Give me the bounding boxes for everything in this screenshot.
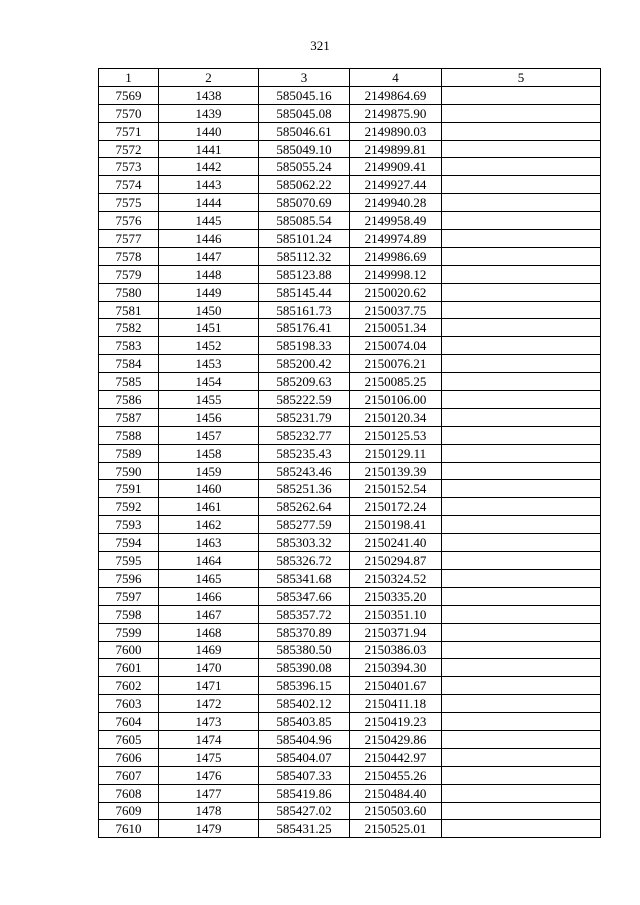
table-row xyxy=(99,265,601,283)
table-cell-col-3: 585123.88 xyxy=(259,265,350,283)
table-cell-col-4: 2150129.11 xyxy=(350,444,442,462)
column-header-3: 3 xyxy=(259,69,350,87)
table-cell-col-3: 585085.54 xyxy=(259,212,350,230)
table-cell-col-4: 2150386.03 xyxy=(350,641,442,659)
table-cell-col-4: 2150351.10 xyxy=(350,605,442,623)
table-cell-col-5 xyxy=(442,391,601,409)
table-cell-col-4: 2150455.26 xyxy=(350,766,442,784)
table-cell-col-2: 1466 xyxy=(159,587,259,605)
table-cell-col-5 xyxy=(442,104,601,122)
table-row xyxy=(99,444,601,462)
table-cell-col-1: 7577 xyxy=(99,230,159,248)
table-cell-col-5 xyxy=(442,713,601,731)
table-cell-col-5 xyxy=(442,623,601,641)
table-cell-col-2: 1463 xyxy=(159,534,259,552)
table-cell-col-2: 1445 xyxy=(159,212,259,230)
table-cell-col-2: 1451 xyxy=(159,319,259,337)
table-cell-col-1: 7586 xyxy=(99,391,159,409)
table-cell-col-4: 2149998.12 xyxy=(350,265,442,283)
table-cell-col-5 xyxy=(442,516,601,534)
table-cell-col-3: 585200.42 xyxy=(259,355,350,373)
table-cell-col-1: 7606 xyxy=(99,748,159,766)
table-cell-col-1: 7607 xyxy=(99,766,159,784)
table-cell-col-3: 585045.16 xyxy=(259,86,350,104)
table-cell-col-1: 7583 xyxy=(99,337,159,355)
table-cell-col-4: 2150172.24 xyxy=(350,498,442,516)
table-cell-col-5 xyxy=(442,641,601,659)
table-row xyxy=(99,784,601,802)
table-cell-col-4: 2150074.04 xyxy=(350,337,442,355)
table-cell-col-1: 7570 xyxy=(99,104,159,122)
table-cell-col-1: 7605 xyxy=(99,730,159,748)
table-cell-col-1: 7588 xyxy=(99,426,159,444)
table-cell-col-4: 2150037.75 xyxy=(350,301,442,319)
table-header-row xyxy=(99,69,601,87)
table-cell-col-2: 1458 xyxy=(159,444,259,462)
column-header-2: 2 xyxy=(159,69,259,87)
table-cell-col-3: 585370.89 xyxy=(259,623,350,641)
table-cell-col-3: 585431.25 xyxy=(259,820,350,838)
table-cell-col-3: 585404.96 xyxy=(259,730,350,748)
table-cell-col-2: 1446 xyxy=(159,230,259,248)
table-cell-col-1: 7598 xyxy=(99,605,159,623)
table-cell-col-3: 585404.07 xyxy=(259,748,350,766)
table-cell-col-3: 585231.79 xyxy=(259,408,350,426)
table-cell-col-1: 7582 xyxy=(99,319,159,337)
table-row xyxy=(99,587,601,605)
table-cell-col-5 xyxy=(442,569,601,587)
table-row xyxy=(99,391,601,409)
table-cell-col-4: 2149890.03 xyxy=(350,122,442,140)
table-cell-col-1: 7591 xyxy=(99,480,159,498)
table-cell-col-3: 585277.59 xyxy=(259,516,350,534)
table-cell-col-2: 1479 xyxy=(159,820,259,838)
table-cell-col-1: 7590 xyxy=(99,462,159,480)
table-cell-col-1: 7573 xyxy=(99,158,159,176)
table-cell-col-3: 585419.86 xyxy=(259,784,350,802)
table-cell-col-2: 1450 xyxy=(159,301,259,319)
table-cell-col-4: 2150120.34 xyxy=(350,408,442,426)
table-cell-col-1: 7600 xyxy=(99,641,159,659)
table-cell-col-5 xyxy=(442,247,601,265)
table-row xyxy=(99,247,601,265)
table-cell-col-2: 1457 xyxy=(159,426,259,444)
table-cell-col-4: 2150484.40 xyxy=(350,784,442,802)
table-cell-col-2: 1478 xyxy=(159,802,259,820)
table-row xyxy=(99,820,601,838)
coordinates-table xyxy=(98,68,601,838)
table-cell-col-4: 2150324.52 xyxy=(350,569,442,587)
table-cell-col-4: 2150335.20 xyxy=(350,587,442,605)
table-cell-col-1: 7575 xyxy=(99,194,159,212)
table-cell-col-3: 585243.46 xyxy=(259,462,350,480)
table-cell-col-1: 7596 xyxy=(99,569,159,587)
table-cell-col-5 xyxy=(442,552,601,570)
table-cell-col-3: 585176.41 xyxy=(259,319,350,337)
table-cell-col-4: 2149940.28 xyxy=(350,194,442,212)
table-cell-col-5 xyxy=(442,337,601,355)
table-row xyxy=(99,86,601,104)
table-cell-col-3: 585396.15 xyxy=(259,677,350,695)
table-cell-col-2: 1474 xyxy=(159,730,259,748)
table-cell-col-2: 1440 xyxy=(159,122,259,140)
table-cell-col-5 xyxy=(442,784,601,802)
table-cell-col-2: 1453 xyxy=(159,355,259,373)
table-cell-col-3: 585403.85 xyxy=(259,713,350,731)
table-cell-col-5 xyxy=(442,534,601,552)
table-cell-col-5 xyxy=(442,677,601,695)
table-cell-col-2: 1448 xyxy=(159,265,259,283)
table-row xyxy=(99,641,601,659)
table-cell-col-5 xyxy=(442,265,601,283)
table-cell-col-5 xyxy=(442,730,601,748)
table-cell-col-3: 585251.36 xyxy=(259,480,350,498)
table-row xyxy=(99,695,601,713)
table-cell-col-5 xyxy=(442,462,601,480)
table-cell-col-2: 1475 xyxy=(159,748,259,766)
table-cell-col-5 xyxy=(442,820,601,838)
table-row xyxy=(99,498,601,516)
table-cell-col-4: 2150152.54 xyxy=(350,480,442,498)
table-cell-col-3: 585198.33 xyxy=(259,337,350,355)
table-cell-col-3: 585402.12 xyxy=(259,695,350,713)
table-cell-col-3: 585049.10 xyxy=(259,140,350,158)
table-cell-col-4: 2150294.87 xyxy=(350,552,442,570)
table-cell-col-4: 2150525.01 xyxy=(350,820,442,838)
table-row xyxy=(99,230,601,248)
table-cell-col-3: 585347.66 xyxy=(259,587,350,605)
table-cell-col-5 xyxy=(442,659,601,677)
table-cell-col-2: 1438 xyxy=(159,86,259,104)
table-cell-col-3: 585427.02 xyxy=(259,802,350,820)
table-cell-col-2: 1469 xyxy=(159,641,259,659)
table-row xyxy=(99,534,601,552)
table-cell-col-2: 1454 xyxy=(159,373,259,391)
table-cell-col-3: 585326.72 xyxy=(259,552,350,570)
table-cell-col-4: 2149899.81 xyxy=(350,140,442,158)
table-row xyxy=(99,104,601,122)
table-cell-col-3: 585112.32 xyxy=(259,247,350,265)
table-cell-col-3: 585357.72 xyxy=(259,605,350,623)
table-cell-col-5 xyxy=(442,194,601,212)
table-cell-col-3: 585235.43 xyxy=(259,444,350,462)
table-row xyxy=(99,766,601,784)
table-row xyxy=(99,140,601,158)
table-cell-col-3: 585303.32 xyxy=(259,534,350,552)
column-header-5: 5 xyxy=(442,69,601,87)
table-cell-col-4: 2149974.89 xyxy=(350,230,442,248)
table-cell-col-2: 1473 xyxy=(159,713,259,731)
table-body xyxy=(99,86,601,837)
table-cell-col-1: 7574 xyxy=(99,176,159,194)
table-row xyxy=(99,337,601,355)
table-row xyxy=(99,516,601,534)
table-cell-col-3: 585161.73 xyxy=(259,301,350,319)
table-cell-col-1: 7601 xyxy=(99,659,159,677)
table-cell-col-1: 7581 xyxy=(99,301,159,319)
table-cell-col-2: 1477 xyxy=(159,784,259,802)
table-row xyxy=(99,426,601,444)
table-cell-col-5 xyxy=(442,373,601,391)
table-cell-col-5 xyxy=(442,802,601,820)
table-cell-col-4: 2150076.21 xyxy=(350,355,442,373)
table-cell-col-2: 1462 xyxy=(159,516,259,534)
table-cell-col-1: 7594 xyxy=(99,534,159,552)
table-cell-col-2: 1459 xyxy=(159,462,259,480)
table-cell-col-3: 585209.63 xyxy=(259,373,350,391)
table-cell-col-1: 7571 xyxy=(99,122,159,140)
table-cell-col-4: 2150401.67 xyxy=(350,677,442,695)
table-cell-col-1: 7592 xyxy=(99,498,159,516)
table-row xyxy=(99,408,601,426)
table-cell-col-2: 1449 xyxy=(159,283,259,301)
table-cell-col-1: 7608 xyxy=(99,784,159,802)
table-cell-col-3: 585046.61 xyxy=(259,122,350,140)
table-row xyxy=(99,480,601,498)
table-cell-col-4: 2150139.39 xyxy=(350,462,442,480)
table-row xyxy=(99,802,601,820)
table-row xyxy=(99,677,601,695)
table-cell-col-3: 585070.69 xyxy=(259,194,350,212)
table-cell-col-5 xyxy=(442,426,601,444)
table-row xyxy=(99,212,601,230)
table-cell-col-4: 2149958.49 xyxy=(350,212,442,230)
table-cell-col-4: 2149927.44 xyxy=(350,176,442,194)
table-row xyxy=(99,605,601,623)
table-cell-col-2: 1461 xyxy=(159,498,259,516)
table-row xyxy=(99,713,601,731)
table-cell-col-4: 2150106.00 xyxy=(350,391,442,409)
table-row xyxy=(99,552,601,570)
table-cell-col-4: 2150411.18 xyxy=(350,695,442,713)
table-cell-col-1: 7587 xyxy=(99,408,159,426)
table-cell-col-2: 1447 xyxy=(159,247,259,265)
column-header-4: 4 xyxy=(350,69,442,87)
table-cell-col-3: 585045.08 xyxy=(259,104,350,122)
table-cell-col-5 xyxy=(442,444,601,462)
table-cell-col-2: 1439 xyxy=(159,104,259,122)
table-cell-col-4: 2149909.41 xyxy=(350,158,442,176)
table-cell-col-1: 7602 xyxy=(99,677,159,695)
table-cell-col-5 xyxy=(442,695,601,713)
table-cell-col-4: 2149875.90 xyxy=(350,104,442,122)
table-cell-col-1: 7585 xyxy=(99,373,159,391)
table-row xyxy=(99,623,601,641)
table-row xyxy=(99,319,601,337)
table-cell-col-4: 2150085.25 xyxy=(350,373,442,391)
table-row xyxy=(99,569,601,587)
table-cell-col-2: 1476 xyxy=(159,766,259,784)
table-row xyxy=(99,301,601,319)
table-cell-col-3: 585341.68 xyxy=(259,569,350,587)
table-cell-col-3: 585062.22 xyxy=(259,176,350,194)
table-row xyxy=(99,355,601,373)
table-cell-col-1: 7572 xyxy=(99,140,159,158)
table-cell-col-5 xyxy=(442,355,601,373)
table-cell-col-4: 2150198.41 xyxy=(350,516,442,534)
table-cell-col-4: 2150419.23 xyxy=(350,713,442,731)
table-cell-col-2: 1456 xyxy=(159,408,259,426)
table-cell-col-4: 2150442.97 xyxy=(350,748,442,766)
table-cell-col-5 xyxy=(442,230,601,248)
table-cell-col-5 xyxy=(442,587,601,605)
table-cell-col-5 xyxy=(442,498,601,516)
table-cell-col-2: 1468 xyxy=(159,623,259,641)
table-cell-col-3: 585262.64 xyxy=(259,498,350,516)
table-cell-col-2: 1464 xyxy=(159,552,259,570)
table-cell-col-1: 7569 xyxy=(99,86,159,104)
table-row xyxy=(99,748,601,766)
table-cell-col-5 xyxy=(442,605,601,623)
table-cell-col-3: 585232.77 xyxy=(259,426,350,444)
table-cell-col-1: 7576 xyxy=(99,212,159,230)
table-cell-col-5 xyxy=(442,158,601,176)
table-cell-col-3: 585101.24 xyxy=(259,230,350,248)
table-row xyxy=(99,176,601,194)
table-cell-col-5 xyxy=(442,301,601,319)
table-row xyxy=(99,158,601,176)
table-row xyxy=(99,659,601,677)
table-cell-col-4: 2150051.34 xyxy=(350,319,442,337)
table-row xyxy=(99,373,601,391)
table-cell-col-5 xyxy=(442,86,601,104)
table-cell-col-1: 7597 xyxy=(99,587,159,605)
table-cell-col-3: 585407.33 xyxy=(259,766,350,784)
table-cell-col-2: 1465 xyxy=(159,569,259,587)
table-cell-col-2: 1467 xyxy=(159,605,259,623)
table-cell-col-1: 7584 xyxy=(99,355,159,373)
table-cell-col-5 xyxy=(442,408,601,426)
table-cell-col-3: 585380.50 xyxy=(259,641,350,659)
table-cell-col-2: 1460 xyxy=(159,480,259,498)
table-cell-col-2: 1443 xyxy=(159,176,259,194)
table-cell-col-4: 2150371.94 xyxy=(350,623,442,641)
table-cell-col-1: 7610 xyxy=(99,820,159,838)
table-row xyxy=(99,194,601,212)
table-cell-col-2: 1442 xyxy=(159,158,259,176)
table-cell-col-4: 2150020.62 xyxy=(350,283,442,301)
table-cell-col-4: 2149986.69 xyxy=(350,247,442,265)
table-cell-col-5 xyxy=(442,122,601,140)
table-cell-col-2: 1470 xyxy=(159,659,259,677)
table-cell-col-4: 2150394.30 xyxy=(350,659,442,677)
table-cell-col-5 xyxy=(442,319,601,337)
table-cell-col-1: 7604 xyxy=(99,713,159,731)
table-cell-col-2: 1444 xyxy=(159,194,259,212)
table-cell-col-5 xyxy=(442,212,601,230)
table-cell-col-4: 2150125.53 xyxy=(350,426,442,444)
table-cell-col-1: 7599 xyxy=(99,623,159,641)
table-row xyxy=(99,730,601,748)
table-cell-col-3: 585145.44 xyxy=(259,283,350,301)
table-cell-col-1: 7579 xyxy=(99,265,159,283)
table-cell-col-3: 585390.08 xyxy=(259,659,350,677)
table-row xyxy=(99,462,601,480)
table-cell-col-4: 2150503.60 xyxy=(350,802,442,820)
table-row xyxy=(99,283,601,301)
table-cell-col-2: 1472 xyxy=(159,695,259,713)
table-cell-col-2: 1455 xyxy=(159,391,259,409)
column-header-1: 1 xyxy=(99,69,159,87)
table-cell-col-3: 585055.24 xyxy=(259,158,350,176)
table-cell-col-4: 2150429.86 xyxy=(350,730,442,748)
table-cell-col-1: 7609 xyxy=(99,802,159,820)
table-cell-col-5 xyxy=(442,283,601,301)
table-cell-col-2: 1452 xyxy=(159,337,259,355)
page-number: 321 xyxy=(310,38,330,53)
table-cell-col-2: 1471 xyxy=(159,677,259,695)
table-cell-col-5 xyxy=(442,140,601,158)
table-cell-col-1: 7589 xyxy=(99,444,159,462)
table-cell-col-1: 7578 xyxy=(99,247,159,265)
table-cell-col-5 xyxy=(442,766,601,784)
table-cell-col-1: 7580 xyxy=(99,283,159,301)
table-cell-col-2: 1441 xyxy=(159,140,259,158)
table-cell-col-3: 585222.59 xyxy=(259,391,350,409)
table-row xyxy=(99,122,601,140)
table-cell-col-1: 7595 xyxy=(99,552,159,570)
table-cell-col-5 xyxy=(442,480,601,498)
table-cell-col-5 xyxy=(442,748,601,766)
table-cell-col-1: 7593 xyxy=(99,516,159,534)
table-cell-col-1: 7603 xyxy=(99,695,159,713)
table-cell-col-4: 2150241.40 xyxy=(350,534,442,552)
table-cell-col-5 xyxy=(442,176,601,194)
table-cell-col-4: 2149864.69 xyxy=(350,86,442,104)
